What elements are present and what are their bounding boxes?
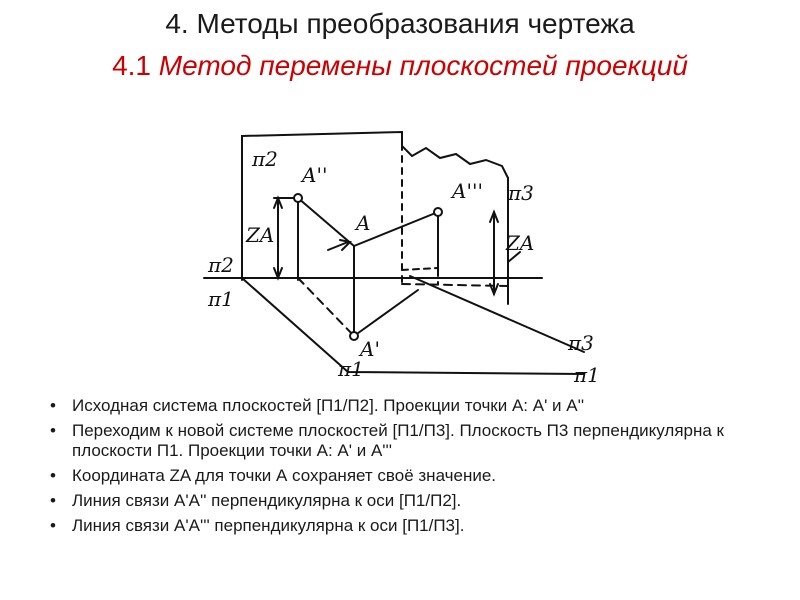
line-a2-to-a	[298, 198, 354, 246]
label-pi1-axis: π1	[208, 287, 234, 311]
slide-title: 4. Методы преобразования чертежа	[165, 8, 635, 39]
plane-pi3-outline	[402, 132, 508, 178]
label-pi2-top: π2	[252, 147, 278, 171]
bullet-item: • Переходим к новой системе плоскостей [П1/П3]. Плоскость П3 перпендикулярна к плоскости П1. Проекции точки А: А' и А'''	[44, 421, 784, 461]
label-za-right: ZA	[506, 231, 535, 255]
bullet-item: • Исходная система плоскостей [П1/П2]. Проекции точки А: А' и А''	[44, 396, 784, 416]
label-pi3-plane: π3	[508, 181, 534, 205]
subtitle-number: 4.1	[112, 50, 152, 81]
point-a-single-prime	[350, 332, 358, 340]
projection-drawing	[190, 118, 610, 386]
label-pi3-right: π3	[568, 331, 594, 355]
subtitle-text: Метод перемены плоскостей проекций	[158, 50, 688, 81]
label-za-left: ZA	[246, 223, 275, 247]
dashed-to-a3	[402, 268, 438, 270]
projection-drawing-svg	[190, 118, 610, 386]
point-a-double-prime	[294, 194, 302, 202]
dashed-pi3-base	[402, 284, 508, 286]
label-pi1-right: π1	[574, 363, 600, 386]
bullet-item: • Координата ZA для точки А сохраняет своё значение.	[44, 466, 784, 486]
slide-subtitle	[0, 50, 800, 82]
bullet-list	[44, 396, 784, 541]
bullet-item: • Линия связи А'А''' перпендикулярна к оси [П1/П3].	[44, 516, 784, 536]
point-a-triple-prime	[434, 208, 442, 216]
dashed-a1-to-axis	[298, 278, 354, 336]
bullet-item: • Линия связи А'А'' перпендикулярна к оси [П1/П2].	[44, 491, 784, 511]
line-a1-to-axis	[354, 290, 418, 336]
label-a: A	[356, 211, 371, 235]
label-a-double-prime: A''	[302, 163, 328, 187]
label-pi1-bottom: π1	[338, 357, 364, 381]
label-pi2-axis: π2	[208, 253, 234, 277]
label-a-single-prime: A'	[360, 337, 380, 361]
label-a-triple-prime: A'''	[452, 179, 483, 203]
